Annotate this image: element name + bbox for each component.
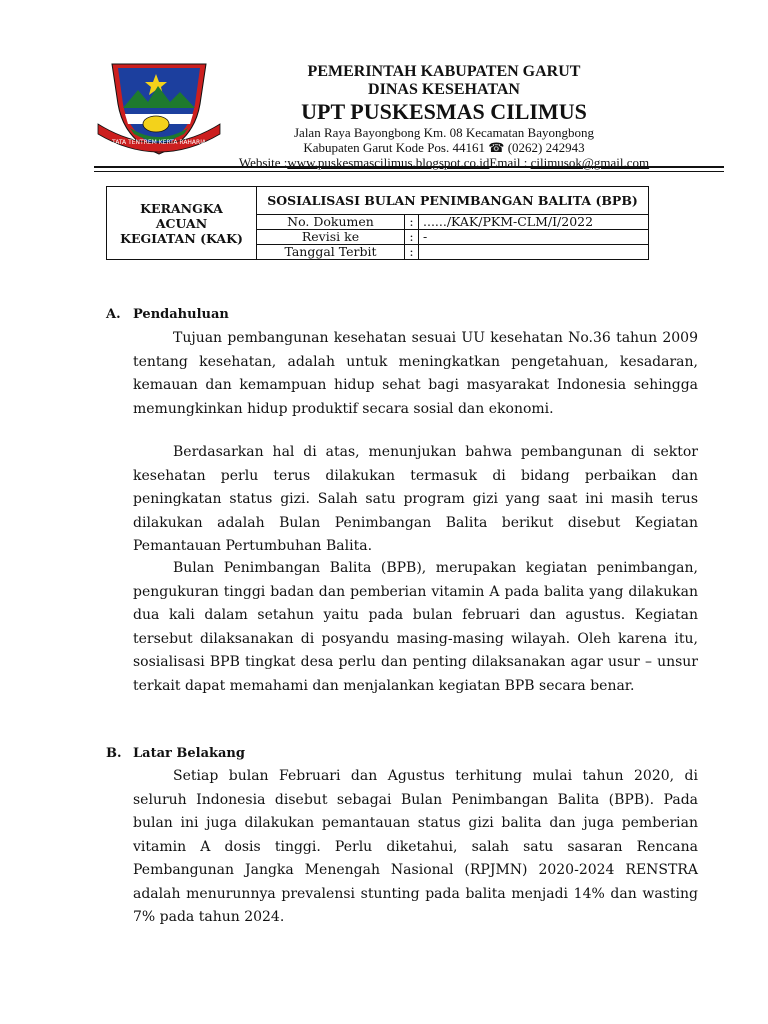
section-b-title: Latar Belakang	[133, 746, 245, 761]
letterhead-divider-thin	[94, 171, 724, 172]
section-a-paragraph-2	[133, 441, 698, 559]
kak-type-line-1: KERANGKA	[140, 200, 223, 216]
kak-type-line-2: ACUAN	[155, 215, 208, 231]
section-a-paragraph-3	[133, 557, 698, 698]
institution-name: UPT PUSKESMAS CILIMUS	[301, 99, 587, 124]
issue-date-value	[419, 245, 649, 260]
government-name: PEMERINTAH KABUPATEN GARUT	[307, 63, 581, 80]
paragraph-text: Bulan Penimbangan Balita (BPB), merupakan kegiatan penimbangan, pengukuran tinggi badan dan pemberian vitamin A pada balita yang dilakukan dua kali dalam setahun yaitu pada bulan februari dan agustus. Kegiatan tersebut dilaksanakan di posyandu masing-masing wilayah. Oleh karena itu, sosialisasi BPB tingkat desa perlu dan penting dilaksanakan agar usur – unsur terkait dapat memahami dan menjalankan kegiatan BPB secara benar.	[133, 560, 698, 694]
kak-type-cell	[107, 187, 257, 260]
revision-colon: :	[405, 230, 419, 245]
address-postcode: Kabupaten Garut Kode Pos. 44161	[303, 140, 485, 155]
section-a-title: Pendahuluan	[133, 307, 229, 322]
kak-title: SOSIALISASI BULAN PENIMBANGAN BALITA (BPB)	[257, 187, 649, 215]
paragraph-text: Setiap bulan Februari dan Agustus terhitung mulai tahun 2020, di seluruh Indonesia disebut sebagai Bulan Penimbangan Balita (BPB). Pada bulan ini juga dilakukan pemantauan status gizi balita dan juga pemberian vitamin A dosis tinggi. Perlu diketahui, salah satu sasaran Rencana Pembangunan Jangka Menengah Nasional (RPJMN) 2020-2024 RENSTRA adalah menurunnya prevalensi stunting pada balita menjadi 14% dan wasting 7% pada tahun 2024.	[133, 768, 698, 925]
paragraph-text: Berdasarkan hal di atas, menunjukan bahwa pembangunan di sektor kesehatan perlu terus dilakukan termasuk di bidang perbaikan dan peningkatan status gizi. Salah satu program gizi yang saat ini masih terus dilakukan adalah Bulan Penimbangan Balita berikut disebut Kegiatan Pemantauan Pertumbuhan Balita.	[133, 444, 698, 554]
kak-header-table	[106, 186, 649, 260]
doc-number-label: No. Dokumen	[257, 215, 405, 230]
doc-number-colon: :	[405, 215, 419, 230]
kak-type-line-3: KEGIATAN (KAK)	[120, 230, 243, 246]
address-line-1: Jalan Raya Bayongbong Km. 08 Kecamatan Bayongbong	[293, 125, 594, 140]
website-link[interactable]: www.puskesmascilimus.blogspot.co.id	[287, 155, 490, 170]
telephone-icon: ☎	[488, 140, 505, 155]
logo-ribbon-text: TATA TENTREM KERTA RAHARJA	[112, 139, 206, 146]
letterhead-divider-thick	[94, 166, 724, 168]
section-a-paragraph-1	[133, 327, 698, 421]
section-a-number: A.	[106, 307, 121, 322]
section-b-paragraph-1	[133, 765, 698, 930]
doc-number-value: ....../KAK/PKM-CLM/I/2022	[419, 215, 649, 230]
issue-date-label: Tanggal Terbit	[257, 245, 405, 260]
section-b-heading	[106, 746, 245, 761]
revision-value: -	[419, 230, 649, 245]
address-line-2	[160, 140, 728, 155]
email-link[interactable]: cilimusok@gmail.com	[530, 155, 650, 170]
website-label: Website :	[238, 155, 288, 170]
revision-label: Revisi ke	[257, 230, 405, 245]
department-name: DINAS KESEHATAN	[368, 81, 520, 98]
section-a-heading	[106, 307, 229, 322]
letterhead	[160, 63, 728, 170]
phone-number: (0262) 242943	[507, 140, 585, 155]
paragraph-text: Tujuan pembangunan kesehatan sesuai UU kesehatan No.36 tahun 2009 tentang kesehatan, adalah untuk meningkatkan pengetahuan, kesadaran, kemauan dan kemampuan hidup sehat bagi masyarakat Indonesia sehingga memungkinkan hidup produktif secara sosial dan ekonomi.	[133, 330, 698, 417]
email-label: Email :	[489, 155, 531, 170]
section-b-number: B.	[106, 746, 122, 761]
issue-date-colon: :	[405, 245, 419, 260]
